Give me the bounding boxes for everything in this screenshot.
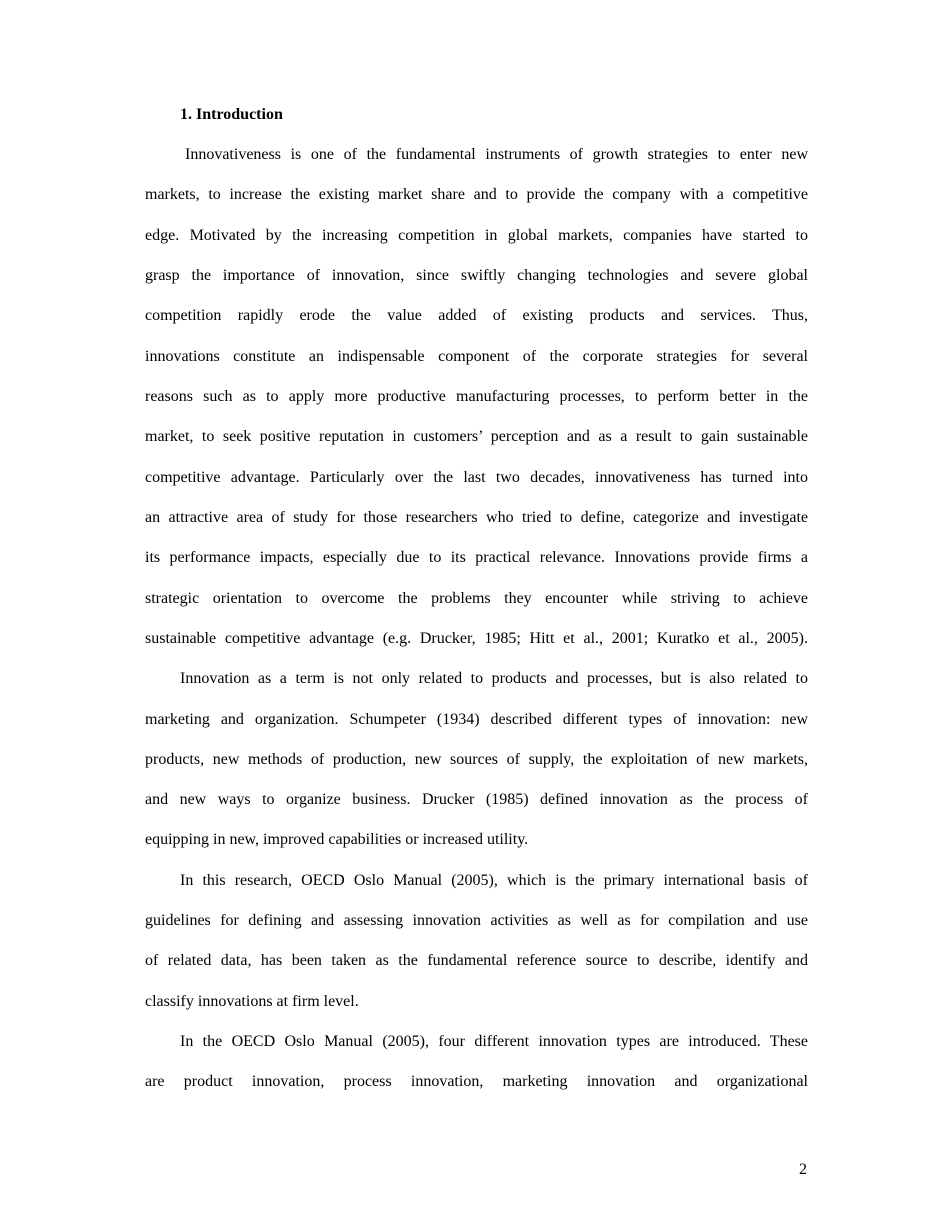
text-line: classify innovations at firm level. <box>145 993 359 1010</box>
text-line: sustainable competitive advantage (e.g. Drucker, 1985; Hitt et al., 2001; Kuratko et al., 2005). <box>145 630 808 647</box>
text-line: of related data, has been taken as the fundamental reference source to describe, identify and <box>145 952 808 969</box>
text-line: guidelines for defining and assessing innovation activities as well as for compilation and use <box>145 912 808 929</box>
text-line: its performance impacts, especially due to its practical relevance. Innovations provide firms a <box>145 549 808 566</box>
text-line: In this research, OECD Oslo Manual (2005), which is the primary international basis of <box>180 872 808 889</box>
text-line: an attractive area of study for those researchers who tried to define, categorize and investigate <box>145 509 808 526</box>
text-line: edge. Motivated by the increasing competition in global markets, companies have started to <box>145 227 808 244</box>
text-line: Innovation as a term is not only related to products and processes, but is also related to <box>180 670 808 687</box>
text-line: In the OECD Oslo Manual (2005), four different innovation types are introduced. These <box>180 1033 808 1050</box>
section-heading: 1. Introduction <box>180 106 283 123</box>
text-line: equipping in new, improved capabilities or increased utility. <box>145 831 529 848</box>
text-line: strategic orientation to overcome the problems they encounter while striving to achieve <box>145 590 808 607</box>
text-line: reasons such as to apply more productive manufacturing processes, to perform better in the <box>145 388 808 405</box>
text-line: Innovativeness is one of the fundamental instruments of growth strategies to enter new <box>185 146 808 163</box>
page-number: 2 <box>799 1161 807 1178</box>
text-line: market, to seek positive reputation in customers’ perception and as a result to gain sustainable <box>145 428 808 445</box>
text-line: innovations constitute an indispensable component of the corporate strategies for several <box>145 348 808 365</box>
text-line: competition rapidly erode the value added of existing products and services. Thus, <box>145 307 808 324</box>
text-line: are product innovation, process innovation, marketing innovation and organizational <box>145 1073 808 1090</box>
text-line: markets, to increase the existing market share and to provide the company with a competitive <box>145 186 808 203</box>
text-line: and new ways to organize business. Drucker (1985) defined innovation as the process of <box>145 791 808 808</box>
text-line: grasp the importance of innovation, since swiftly changing technologies and severe global <box>145 267 808 284</box>
text-line: competitive advantage. Particularly over the last two decades, innovativeness has turned into <box>145 469 808 486</box>
text-line: marketing and organization. Schumpeter (1934) described different types of innovation: new <box>145 711 808 728</box>
text-line: products, new methods of production, new sources of supply, the exploitation of new markets, <box>145 751 808 768</box>
